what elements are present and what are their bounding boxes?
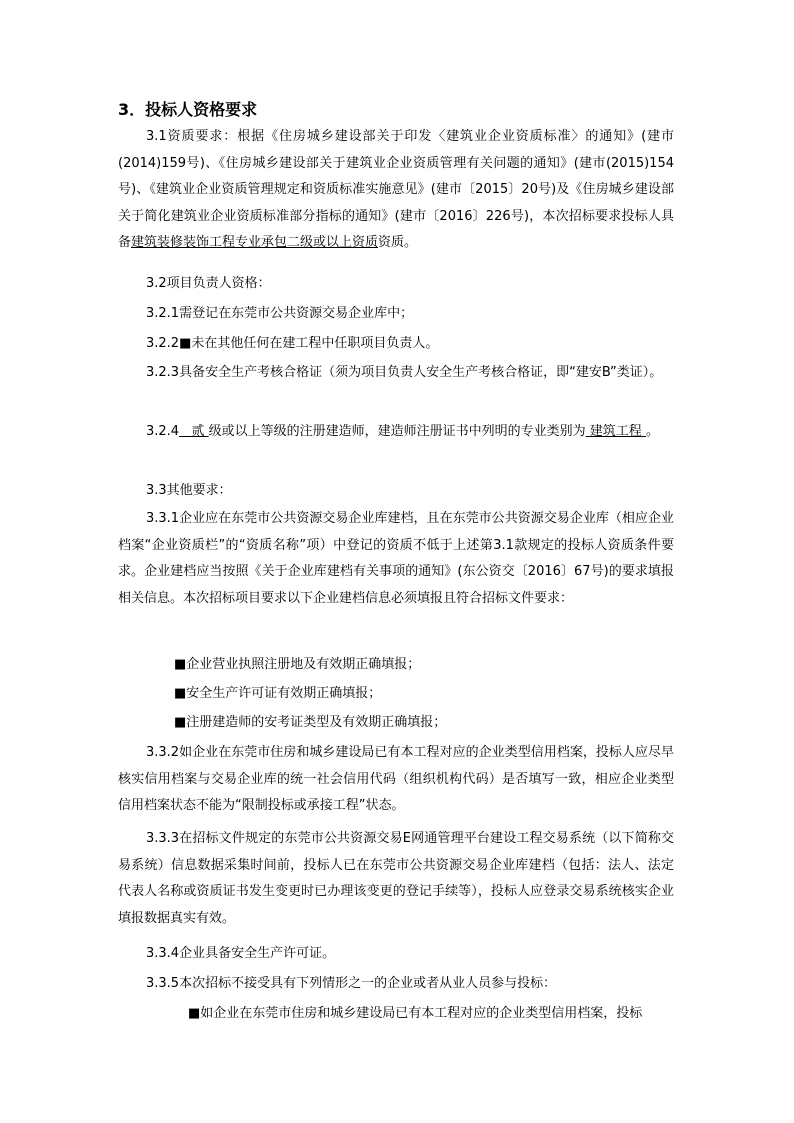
paragraph-3-2: 3.2项目负责人资格： bbox=[146, 276, 271, 291]
paragraph-3-3-5: 3.3.5本次招标不接受具有下列情形之一的企业或者从业人员参与投标： bbox=[146, 976, 557, 991]
paragraph-3-3: 3.3其他要求： bbox=[146, 483, 232, 498]
paragraph-3-3-4: 3.3.4企业具备安全生产许可证。 bbox=[146, 946, 336, 961]
paragraph-3-1-tail: 资质。 bbox=[378, 235, 418, 251]
paragraph-3-2-1: 3.2.1需登记在东莞市公共资源交易企业库中； bbox=[146, 306, 414, 321]
paragraph-3-2-4-tail: 。 bbox=[645, 424, 659, 439]
bullet-business-license: ■企业营业执照注册地及有效期正确填报； bbox=[174, 657, 421, 672]
bullet-constructor-cert: ■注册建造师的安考证类型及有效期正确填报； bbox=[174, 715, 447, 730]
paragraph-3-1-lead: 3.1资质要求：根据《住房城乡建设部关于印发〈建筑业企业资质标准〉的通知》(建市(2014)159号)、《住房城乡建设部关于建筑业企业资质管理有关问题的通知》(建市(2015)154号)、《建筑业企业资质管理规定和资质标准实施意见》(建市〔2015〕20号)及《住房城乡建设部关于简化建筑业企业资质标准部分指标的通知》(建市〔2016〕226号)，本次招标要求投标人具备 bbox=[118, 129, 674, 251]
paragraph-3-2-4 bbox=[118, 419, 674, 446]
constructor-grade: 贰 bbox=[191, 424, 205, 439]
bullet-safety-permit: ■安全生产许可证有效期正确填报； bbox=[174, 686, 382, 701]
paragraph-3-2-3: 3.2.3具备安全生产考核合格证（须为项目负责人安全生产考核合格证，即“建安B”类证）。 bbox=[146, 365, 663, 380]
paragraph-3-3-3: 3.3.3在招标文件规定的东莞市公共资源交易E网通管理平台建设工程交易系统（以下简称交易系统）信息数据采集时间前，投标人已在东莞市公共资源交易企业库建档（包括：法人、法定代表人名称或资质证书发生变更时已办理该变更的登记手续等），投标人应登录交易系统核实企业填报数据真实有效。 bbox=[118, 831, 674, 926]
paragraph-3-2-2: 3.2.2■未在其他任何在建工程中任职项目负责人。 bbox=[146, 336, 439, 351]
constructor-specialty: 建筑工程 bbox=[589, 424, 642, 439]
paragraph-3-1 bbox=[118, 124, 674, 257]
paragraph-3-3-2: 3.3.2如企业在东莞市住房和城乡建设局已有本工程对应的企业类型信用档案，投标人应尽早核实信用档案与交易企业库的统一社会信用代码（组织机构代码）是否填写一致，相应企业类型信用档案状态不能为“限制投标或承接工程”状态。 bbox=[118, 745, 674, 814]
qualification-requirement: 建筑装修装饰工程专业承包二级或以上资质 bbox=[131, 235, 379, 251]
paragraph-3-2-4-lead: 3.2.4 bbox=[146, 424, 180, 439]
section-title: 3．投标人资格要求 bbox=[118, 100, 258, 119]
bullet-credit-file: ■如企业在东莞市住房和城乡建设局已有本工程对应的企业类型信用档案，投标 bbox=[188, 1006, 643, 1021]
paragraph-3-3-1: 3.3.1企业应在东莞市公共资源交易企业库建档，且在东莞市公共资源交易企业库（相应企业档案“企业资质栏”的“资质名称”项）中登记的资质不低于上述第3.1款规定的投标人资质条件要求。企业建档应当按照《关于企业库建档有关事项的通知》(东公资交〔2016〕67号)的要求填报相关信息。本次招标项目要求以下企业建档信息必须填报且符合招标文件要求： bbox=[118, 511, 674, 606]
paragraph-3-2-4-mid: 级或以上等级的注册建造师，建造师注册证书中列明的专业类别为 bbox=[208, 424, 586, 439]
